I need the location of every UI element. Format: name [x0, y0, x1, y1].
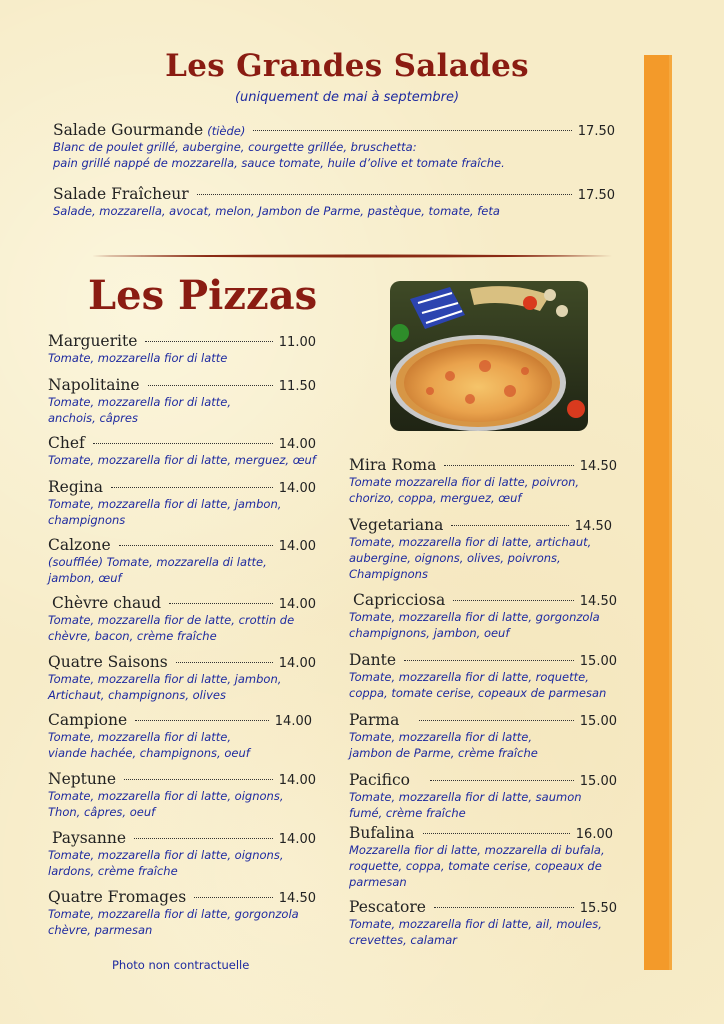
item-desc-line: Tomate, mozzarella fior di latte, jambon,: [48, 672, 282, 686]
item-desc-line: champignons: [48, 513, 126, 527]
dot-leader: [148, 385, 273, 386]
dot-leader: [404, 660, 574, 661]
item-desc-line: aubergine, oignons, olives, poivrons,: [349, 551, 561, 565]
item-name: Campione: [48, 711, 128, 729]
pizza-item: [349, 711, 617, 761]
dot-leader: [197, 194, 572, 195]
item-desc-line: coppa, tomate cerise, copeaux de parmesan: [349, 686, 607, 700]
item-name: Parma: [349, 711, 400, 729]
item-desc-line: Tomate, mozzarella fior di latte, merguez, œuf: [48, 453, 316, 467]
item-price: 11.50: [278, 379, 316, 394]
dot-leader: [434, 907, 574, 908]
item-name: Quatre Saisons: [48, 653, 168, 671]
item-name: Neptune: [48, 770, 117, 788]
dot-leader: [423, 833, 570, 834]
item-price: 14.50: [579, 594, 617, 609]
item-desc-line: champignons, jambon, oeuf: [349, 626, 510, 640]
item-desc-line: Tomate, mozzarella fior di latte,: [48, 730, 232, 744]
item-desc-line: fumé, crème fraîche: [349, 806, 466, 820]
orange-side-bar: [644, 55, 672, 970]
item-name: Regina: [48, 478, 103, 496]
item-name: Vegetariana: [349, 516, 444, 534]
item-desc-line: chèvre, bacon, crème fraîche: [48, 629, 217, 643]
item-price: 14.00: [278, 481, 316, 496]
item-price: 15.00: [579, 654, 617, 669]
item-name: Pescatore: [349, 898, 426, 916]
item-name: Pacifico: [349, 771, 410, 789]
item-price: 15.00: [579, 714, 617, 729]
item-note: (tiède): [207, 124, 246, 138]
pizza-item: [48, 770, 316, 820]
pizza-item: [349, 591, 617, 641]
item-name: Paysanne: [52, 829, 127, 847]
item-desc-line: crevettes, calamar: [349, 933, 457, 947]
item-desc-line: Tomate mozzarella fior di latte, poivron,: [349, 475, 580, 489]
item-price: 17.50: [577, 124, 615, 139]
item-price: 15.00: [579, 774, 617, 789]
pizza-item: [48, 653, 316, 703]
item-desc-line: Tomate, mozzarella fior di latte,: [48, 395, 232, 409]
item-desc-line: Artichaut, champignons, olives: [48, 688, 226, 702]
item-desc-line: Tomate, mozzarella fior di latte, oignons,: [48, 848, 284, 862]
item-price: 14.00: [278, 539, 316, 554]
item-desc-line: Tomate, mozzarella fior di latte, roquette,: [349, 670, 589, 684]
dot-leader: [176, 662, 273, 663]
item-desc-line: jambon de Parme, crème fraîche: [349, 746, 538, 760]
section-divider: [92, 254, 612, 258]
item-name: Salade Fraîcheur: [53, 185, 189, 203]
pizza-photo: [390, 281, 588, 431]
pizza-item: [349, 456, 617, 506]
pizza-item: [48, 888, 316, 938]
pizza-item: [349, 516, 612, 582]
item-name: Capricciosa: [353, 591, 446, 609]
item-name: Calzone: [48, 536, 111, 554]
item-name: Salade Gourmande: [53, 121, 204, 139]
dot-leader: [135, 720, 269, 721]
item-price: 15.50: [579, 901, 617, 916]
salad-item: [53, 121, 615, 171]
pizza-item: [48, 434, 316, 468]
pizza-item: [349, 898, 617, 948]
item-desc-line: Thon, câpres, oeuf: [48, 805, 156, 819]
pizza-item: [349, 771, 617, 821]
item-desc-line: Tomate, mozzarella fior di latte, saumon: [349, 790, 582, 804]
item-price: 14.50: [574, 519, 612, 534]
pizza-item: [48, 594, 316, 644]
item-desc-line: Tomate, mozzarella fior di latte, oignons,: [48, 789, 284, 803]
item-name: Chèvre chaud: [52, 594, 162, 612]
item-desc-line: Champignons: [349, 567, 428, 581]
photo-disclaimer: Photo non contractuelle: [112, 958, 250, 972]
dot-leader: [419, 720, 573, 721]
dot-leader: [145, 341, 272, 342]
item-desc-line: parmesan: [349, 875, 407, 889]
item-price: 14.00: [278, 597, 316, 612]
item-price: 14.50: [579, 459, 617, 474]
item-price: 14.00: [278, 437, 316, 452]
item-price: 14.00: [278, 773, 316, 788]
pizza-item: [48, 376, 316, 426]
item-desc-line: Tomate, mozzarella fior di latte, jambon,: [48, 497, 282, 511]
item-desc-line: lardons, crème fraîche: [48, 864, 178, 878]
item-desc-line: chorizo, coppa, merguez, œuf: [349, 491, 522, 505]
item-price: 14.00: [274, 714, 312, 729]
item-price: 14.50: [278, 891, 316, 906]
pizza-item: [349, 651, 617, 701]
salads-title: Les Grandes Salades: [165, 48, 529, 84]
item-desc-line: Tomate, mozzarella fior di latte, artichaut,: [349, 535, 592, 549]
pizza-item: [349, 824, 613, 890]
item-desc-line: Tomate, mozzarella fior di latte, gorgonzola: [48, 907, 299, 921]
dot-leader: [194, 897, 273, 898]
item-name: Dante: [349, 651, 397, 669]
item-name: Quatre Fromages: [48, 888, 187, 906]
item-name: Bufalina: [349, 824, 415, 842]
pizzas-title: Les Pizzas: [88, 272, 318, 319]
item-desc-line: Salade, mozzarella, avocat, melon, Jambon de Parme, pastèque, tomate, feta: [53, 204, 500, 218]
dot-leader: [444, 465, 573, 466]
dot-leader: [451, 525, 568, 526]
salads-subtitle: (uniquement de mai à septembre): [234, 90, 460, 105]
dot-leader: [124, 779, 273, 780]
item-price: 14.00: [278, 656, 316, 671]
item-desc-line: viande hachée, champignons, oeuf: [48, 746, 250, 760]
item-desc-line: Blanc de poulet grillé, aubergine, courgette grillée, bruschetta:: [53, 140, 417, 154]
dot-leader: [453, 600, 574, 601]
pizza-item: [48, 829, 316, 879]
dot-leader: [93, 443, 273, 444]
dot-leader: [134, 838, 273, 839]
item-desc-line: (soufflée) Tomate, mozzarella di latte,: [48, 555, 267, 569]
dot-leader: [111, 487, 273, 488]
item-desc-line: roquette, coppa, tomate cerise, copeaux de: [349, 859, 602, 873]
pizza-item: [48, 711, 312, 761]
item-price: 11.00: [278, 335, 316, 350]
salad-item: [53, 185, 615, 219]
item-desc-line: chèvre, parmesan: [48, 923, 153, 937]
item-name: Marguerite: [48, 332, 138, 350]
item-desc-line: Mozzarella fior di latte, mozzarella di bufala,: [349, 843, 605, 857]
item-price: 17.50: [577, 188, 615, 203]
item-desc-line: anchois, câpres: [48, 411, 138, 425]
pizza-item: [48, 332, 316, 366]
pizza-item: [48, 536, 316, 586]
item-name: Mira Roma: [349, 456, 437, 474]
item-desc-line: Tomate, mozzarella fior di latte,: [349, 730, 533, 744]
item-desc-line: jambon, œuf: [48, 571, 122, 585]
item-desc-line: Tomate, mozzarella fior di latte, ail, moules,: [349, 917, 602, 931]
item-price: 16.00: [575, 827, 613, 842]
dot-leader: [430, 780, 574, 781]
dot-leader: [119, 545, 273, 546]
item-desc-line: Tomate, mozzarella fior di latte: [48, 351, 228, 365]
item-name: Napolitaine: [48, 376, 140, 394]
item-desc-line: Tomate, mozzarella fior de latte, crottin de: [48, 613, 295, 627]
pizza-item: [48, 478, 316, 528]
item-price: 14.00: [278, 832, 316, 847]
item-name: Chef: [48, 434, 85, 452]
dot-leader: [169, 603, 273, 604]
dot-leader: [253, 130, 571, 131]
item-desc-line: Tomate, mozzarella fior di latte, gorgonzola: [349, 610, 600, 624]
item-desc-line: pain grillé nappé de mozzarella, sauce tomate, huile d’olive et tomate fraîche.: [53, 156, 505, 170]
